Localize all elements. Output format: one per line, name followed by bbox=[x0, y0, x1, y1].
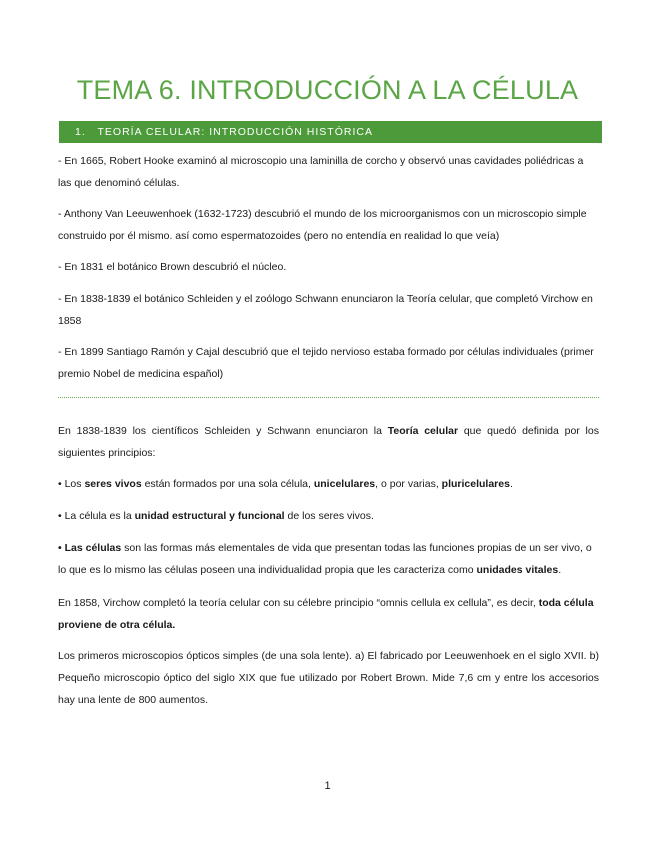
principle-2-text: • La célula es la bbox=[58, 510, 135, 522]
history-paragraph-4: - En 1838-1839 el botánico Schleiden y el zoólogo Schwann enunciaron la Teoría celular, que completó Virchow en 1858 bbox=[58, 293, 593, 327]
principle-3-text: . bbox=[558, 564, 562, 576]
principle-3-text: son las formas más elementales de vida que presentan todas las funciones propias de un ser vivo, o lo que es lo mismo las células poseen una individualidad propia que les caracteriza como bbox=[58, 542, 592, 576]
principle-3 bbox=[58, 537, 599, 581]
principle-3-bold: unidades vitales bbox=[476, 564, 559, 576]
page-number: 1 bbox=[324, 780, 331, 792]
principle-1-bold: pluricelulares bbox=[441, 478, 510, 490]
virchow-bold: toda célula proviene de otra célula. bbox=[58, 597, 594, 631]
principle-1-text: están formados por una sola célula, bbox=[141, 478, 314, 490]
history-paragraph-2: - Anthony Van Leeuwenhoek (1632-1723) descubrió el mundo de los microorganismos con un microscopio simple construido por él mismo. así como espermatozoides (pero no entendía en realidad lo que veía) bbox=[58, 208, 587, 242]
cell-theory-intro bbox=[58, 420, 599, 464]
principle-1-bold: unicelulares bbox=[313, 478, 376, 490]
intro-text-end: que quedó definida por los siguientes principios: bbox=[58, 425, 599, 459]
principle-2-text: de los seres vivos. bbox=[284, 510, 374, 522]
virchow-text: En 1858, Virchow completó la teoría celular con su célebre principio “omnis cellula ex cellula”, es decir, bbox=[58, 597, 539, 609]
virchow-paragraph bbox=[58, 592, 599, 636]
principle-2-bold: unidad estructural y funcional bbox=[134, 510, 285, 522]
history-paragraph-1: - En 1665, Robert Hooke examinó al microscopio una laminilla de corcho y observó unas cavidades poliédricas a las que denominó células. bbox=[58, 155, 584, 189]
section-number: 1. bbox=[75, 126, 86, 138]
intro-text-start: En 1838-1839 los científicos Schleiden y Schwann enunciaron la bbox=[58, 425, 388, 437]
principle-3-bold: • Las células bbox=[58, 542, 122, 554]
principle-2 bbox=[58, 505, 599, 527]
principle-1-text: . bbox=[509, 478, 513, 490]
principle-1-bold: seres vivos bbox=[84, 478, 142, 490]
microscopes-paragraph: Los primeros microscopios ópticos simples (de una sola lente). a) El fabricado por Leeuwenhoek en el siglo XVII. b) Pequeño microscopio óptico del siglo XIX que fue utilizado por Robert Brown. Mide 7,6 cm y entre los accesorios hay una lente de 800 aumentos. bbox=[58, 650, 599, 706]
section-heading: TEORÍA CELULAR: INTRODUCCIÓN HISTÓRICA bbox=[97, 126, 373, 138]
principle-1-text: • Los bbox=[58, 478, 85, 490]
intro-bold-term: Teoría celular bbox=[387, 425, 459, 437]
section-heading-bar bbox=[59, 121, 602, 143]
principle-1-text: , o por varias, bbox=[375, 478, 442, 490]
document-title: TEMA 6. INTRODUCCIÓN A LA CÉLULA bbox=[76, 75, 579, 105]
principle-1 bbox=[58, 473, 599, 495]
history-paragraph-3: - En 1831 el botánico Brown descubrió el núcleo. bbox=[58, 261, 287, 273]
history-paragraph-5: - En 1899 Santiago Ramón y Cajal descubrió que el tejido nervioso estaba formado por células individuales (primer premio Nobel de medicina español) bbox=[58, 346, 594, 380]
section-divider bbox=[58, 397, 599, 398]
